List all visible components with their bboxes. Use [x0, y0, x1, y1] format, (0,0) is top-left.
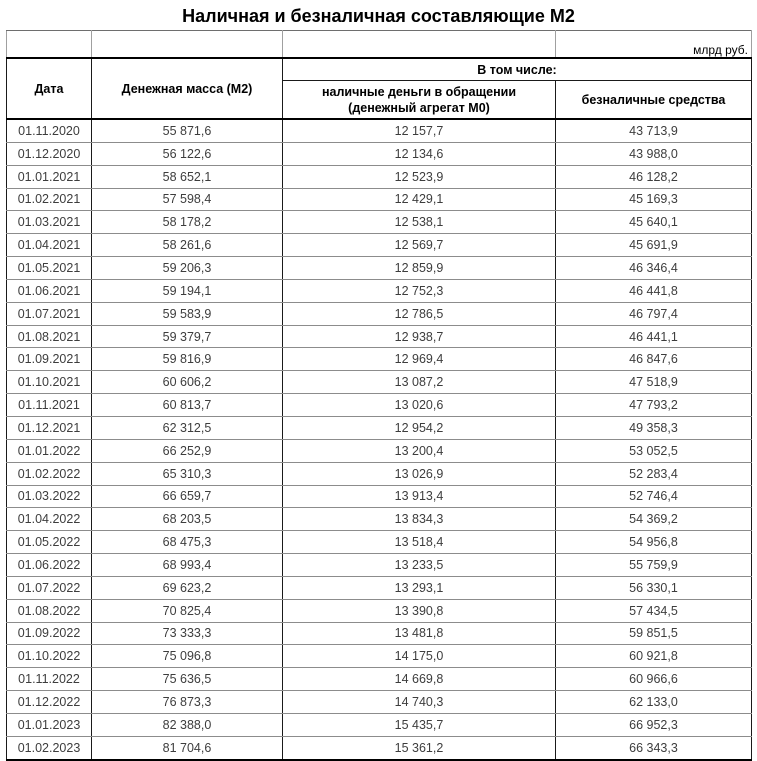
- m2-cell: 60 606,2: [92, 371, 283, 394]
- page-title: Наличная и безналичная составляющие М2: [182, 6, 575, 26]
- m0-cell: 13 087,2: [283, 371, 556, 394]
- m0-cell: 12 157,7: [283, 119, 556, 142]
- m0-cell: 12 429,1: [283, 188, 556, 211]
- m0-cell: 13 233,5: [283, 554, 556, 577]
- m0-cell: 12 538,1: [283, 211, 556, 234]
- units-cell-empty-1: [7, 31, 92, 59]
- table-row: [7, 645, 752, 668]
- m0-cell: 12 752,3: [283, 279, 556, 302]
- m2-cell: 68 475,3: [92, 531, 283, 554]
- units-label: млрд руб.: [556, 31, 752, 59]
- table-row: [7, 142, 752, 165]
- m2-cell: 75 636,5: [92, 668, 283, 691]
- date-cell: 01.03.2021: [7, 211, 92, 234]
- m2-cell: 58 261,6: [92, 234, 283, 257]
- date-cell: 01.10.2022: [7, 645, 92, 668]
- table-header: [7, 31, 752, 120]
- noncash-cell: 46 441,8: [556, 279, 752, 302]
- m0-cell: 14 669,8: [283, 668, 556, 691]
- m0-cell: 13 518,4: [283, 531, 556, 554]
- m2-cell: 58 652,1: [92, 165, 283, 188]
- noncash-cell: 60 966,6: [556, 668, 752, 691]
- date-cell: 01.04.2022: [7, 508, 92, 531]
- date-cell: 01.01.2021: [7, 165, 92, 188]
- date-cell: 01.11.2022: [7, 668, 92, 691]
- m0-cell: 14 175,0: [283, 645, 556, 668]
- date-cell: 01.07.2021: [7, 302, 92, 325]
- col-header-date: Дата: [7, 58, 92, 119]
- noncash-cell: 53 052,5: [556, 439, 752, 462]
- m0-cell: 12 569,7: [283, 234, 556, 257]
- m2-cell: 66 659,7: [92, 485, 283, 508]
- noncash-cell: 46 128,2: [556, 165, 752, 188]
- m2-cell: 73 333,3: [92, 622, 283, 645]
- m2-cell: 57 598,4: [92, 188, 283, 211]
- m2-cell: 68 993,4: [92, 554, 283, 577]
- noncash-cell: 46 797,4: [556, 302, 752, 325]
- m0-cell: 12 859,9: [283, 257, 556, 280]
- noncash-cell: 66 343,3: [556, 736, 752, 759]
- m2-cell: 70 825,4: [92, 599, 283, 622]
- table-row: [7, 691, 752, 714]
- date-cell: 01.12.2021: [7, 416, 92, 439]
- m2-cell: 69 623,2: [92, 576, 283, 599]
- m2-cell: 59 583,9: [92, 302, 283, 325]
- noncash-cell: 55 759,9: [556, 554, 752, 577]
- m0-cell: 14 740,3: [283, 691, 556, 714]
- noncash-cell: 47 793,2: [556, 394, 752, 417]
- date-cell: 01.03.2022: [7, 485, 92, 508]
- m2-cell: 59 816,9: [92, 348, 283, 371]
- m2-cell: 82 388,0: [92, 713, 283, 736]
- m2-cell: 59 206,3: [92, 257, 283, 280]
- table-row: [7, 439, 752, 462]
- noncash-cell: 62 133,0: [556, 691, 752, 714]
- col-header-noncash: безналичные средства: [556, 81, 752, 120]
- noncash-cell: 52 746,4: [556, 485, 752, 508]
- m0-cell: 13 834,3: [283, 508, 556, 531]
- date-cell: 01.12.2020: [7, 142, 92, 165]
- table-row: [7, 576, 752, 599]
- table-row: [7, 119, 752, 142]
- noncash-cell: 56 330,1: [556, 576, 752, 599]
- date-cell: 01.01.2022: [7, 439, 92, 462]
- table-row: [7, 713, 752, 736]
- date-cell: 01.02.2023: [7, 736, 92, 759]
- group-header: В том числе:: [283, 58, 752, 81]
- m0-cell: 13 293,1: [283, 576, 556, 599]
- table-row: [7, 348, 752, 371]
- m2-cell: 68 203,5: [92, 508, 283, 531]
- units-cell-empty-2: [92, 31, 283, 59]
- noncash-cell: 59 851,5: [556, 622, 752, 645]
- m2-cell: 60 813,7: [92, 394, 283, 417]
- table-row: [7, 531, 752, 554]
- data-table: [6, 30, 752, 761]
- table-row: [7, 257, 752, 280]
- date-cell: 01.05.2021: [7, 257, 92, 280]
- date-cell: 01.09.2021: [7, 348, 92, 371]
- units-cell-empty-3: [283, 31, 556, 59]
- table-row: [7, 485, 752, 508]
- noncash-cell: 45 691,9: [556, 234, 752, 257]
- units-row: [7, 31, 752, 59]
- table-row: [7, 279, 752, 302]
- noncash-cell: 47 518,9: [556, 371, 752, 394]
- table-row: [7, 211, 752, 234]
- date-cell: 01.09.2022: [7, 622, 92, 645]
- date-cell: 01.01.2023: [7, 713, 92, 736]
- m2-cell: 75 096,8: [92, 645, 283, 668]
- table-row: [7, 325, 752, 348]
- table-row: [7, 508, 752, 531]
- noncash-cell: 45 169,3: [556, 188, 752, 211]
- table-body: [7, 119, 752, 760]
- noncash-cell: 57 434,5: [556, 599, 752, 622]
- noncash-cell: 60 921,8: [556, 645, 752, 668]
- m0-cell: 13 481,8: [283, 622, 556, 645]
- m2-cell: 66 252,9: [92, 439, 283, 462]
- date-cell: 01.02.2021: [7, 188, 92, 211]
- m0-cell: 13 913,4: [283, 485, 556, 508]
- table-row: [7, 302, 752, 325]
- noncash-cell: 52 283,4: [556, 462, 752, 485]
- m0-cell: 12 969,4: [283, 348, 556, 371]
- date-cell: 01.11.2020: [7, 119, 92, 142]
- m2-cell: 55 871,6: [92, 119, 283, 142]
- noncash-cell: 49 358,3: [556, 416, 752, 439]
- noncash-cell: 54 956,8: [556, 531, 752, 554]
- date-cell: 01.07.2022: [7, 576, 92, 599]
- noncash-cell: 66 952,3: [556, 713, 752, 736]
- noncash-cell: 46 441,1: [556, 325, 752, 348]
- m0-cell: 13 026,9: [283, 462, 556, 485]
- m2-cell: 81 704,6: [92, 736, 283, 759]
- table-row: [7, 371, 752, 394]
- table-row: [7, 394, 752, 417]
- m2-cell: 76 873,3: [92, 691, 283, 714]
- date-cell: 01.06.2021: [7, 279, 92, 302]
- table-row: [7, 599, 752, 622]
- table-row: [7, 736, 752, 759]
- m0-cell: 12 523,9: [283, 165, 556, 188]
- m2-cell: 58 178,2: [92, 211, 283, 234]
- date-cell: 01.12.2022: [7, 691, 92, 714]
- m0-cell: 12 134,6: [283, 142, 556, 165]
- table-row: [7, 554, 752, 577]
- noncash-cell: 43 988,0: [556, 142, 752, 165]
- col-header-m2: Денежная масса (М2): [92, 58, 283, 119]
- table-row: [7, 462, 752, 485]
- table-row: [7, 188, 752, 211]
- noncash-cell: 54 369,2: [556, 508, 752, 531]
- m0-cell: 15 361,2: [283, 736, 556, 759]
- date-cell: 01.04.2021: [7, 234, 92, 257]
- m2-cell: 59 379,7: [92, 325, 283, 348]
- date-cell: 01.05.2022: [7, 531, 92, 554]
- table-row: [7, 165, 752, 188]
- col-header-m0: наличные деньги в обращении (денежный агрегат М0): [283, 81, 556, 120]
- date-cell: 01.10.2021: [7, 371, 92, 394]
- date-cell: 01.08.2022: [7, 599, 92, 622]
- header-group-row: [7, 58, 752, 81]
- m2-cell: 59 194,1: [92, 279, 283, 302]
- m0-cell: 12 954,2: [283, 416, 556, 439]
- m0-cell: 12 938,7: [283, 325, 556, 348]
- noncash-cell: 46 847,6: [556, 348, 752, 371]
- noncash-cell: 43 713,9: [556, 119, 752, 142]
- date-cell: 01.08.2021: [7, 325, 92, 348]
- date-cell: 01.02.2022: [7, 462, 92, 485]
- m0-cell: 13 200,4: [283, 439, 556, 462]
- m2-cell: 62 312,5: [92, 416, 283, 439]
- noncash-cell: 46 346,4: [556, 257, 752, 280]
- table-row: [7, 622, 752, 645]
- date-cell: 01.06.2022: [7, 554, 92, 577]
- m0-cell: 15 435,7: [283, 713, 556, 736]
- table-row: [7, 416, 752, 439]
- noncash-cell: 45 640,1: [556, 211, 752, 234]
- m2-cell: 56 122,6: [92, 142, 283, 165]
- m0-cell: 12 786,5: [283, 302, 556, 325]
- table-row: [7, 668, 752, 691]
- m0-cell: 13 020,6: [283, 394, 556, 417]
- m2-cell: 65 310,3: [92, 462, 283, 485]
- date-cell: 01.11.2021: [7, 394, 92, 417]
- table-row: [7, 234, 752, 257]
- m0-cell: 13 390,8: [283, 599, 556, 622]
